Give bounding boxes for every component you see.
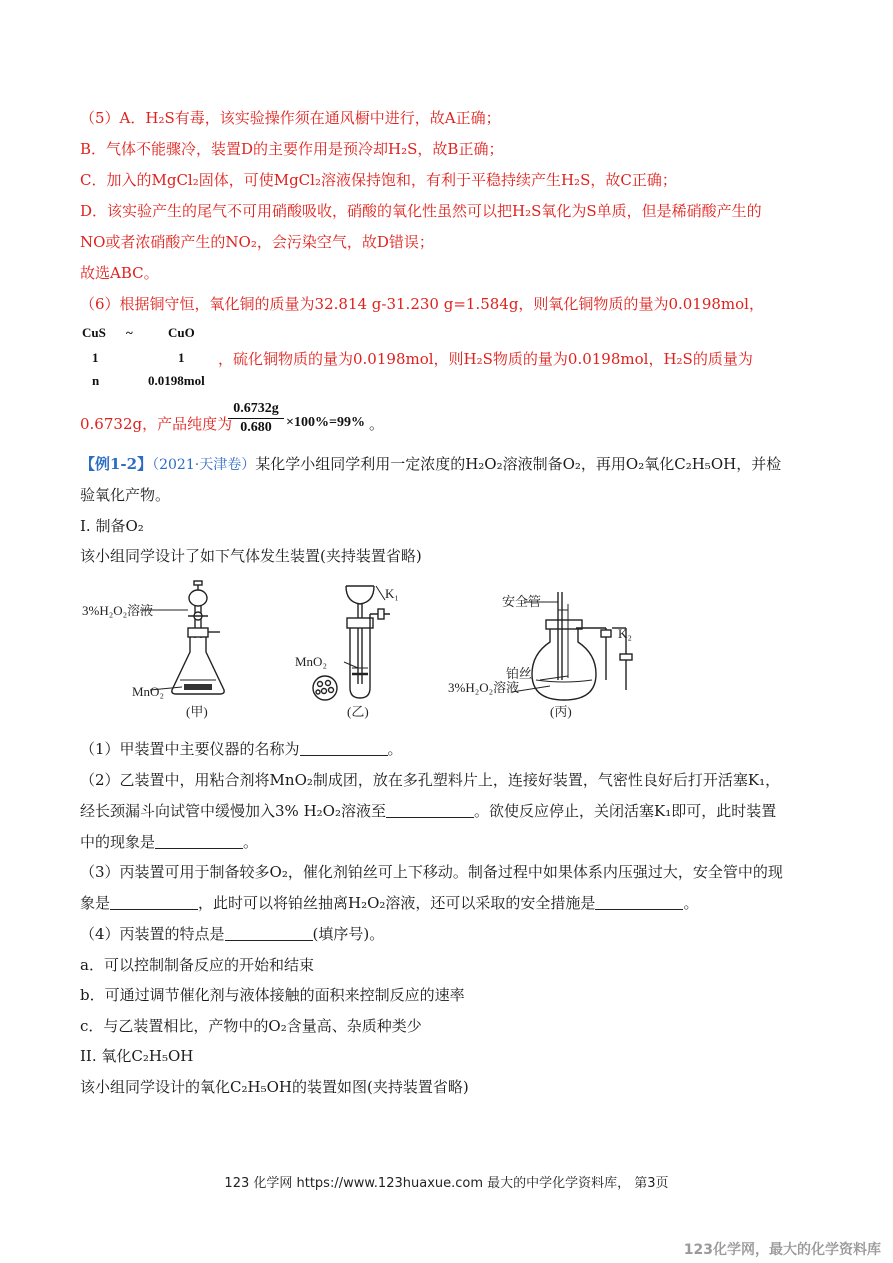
option-a: a．可以控制制备反应的开始和结束 [80, 956, 314, 974]
answer-blank-6[interactable] [225, 926, 313, 941]
example-intro-line-2: 验氧化产物。 [80, 486, 171, 504]
question-3-end: 。 [683, 894, 699, 912]
example-intro-line-1 [80, 454, 781, 475]
bing-caption: (丙) [550, 704, 572, 719]
question-2-line-3 [80, 832, 258, 852]
purity-fraction [228, 401, 284, 436]
section-1-heading: I. 制备O₂ [80, 517, 144, 535]
answer-d-line-1: D．该实验产生的尾气不可用硝酸吸收，硝酸的氧化性虽然可以把H₂S氧化为S单质，但是稀硝酸产生的 [80, 202, 762, 220]
question-3-mid: ，此时可以将铂丝抽离H₂O₂溶液，还可以采取的安全措施是 [198, 894, 596, 912]
fraction-denominator: 0.680 [240, 420, 272, 435]
question-2-text: 经长颈漏斗向试管中缓慢加入3% H₂O₂溶液至 [80, 802, 386, 820]
bing-valve-label: K₂ [618, 626, 632, 641]
section-2-heading: II. 氧化C₂H₅OH [80, 1047, 194, 1065]
question-3-line-1: （3）丙装置可用于制备较多O₂，催化剂铂丝可上下移动。制备过程中如果体系内压强过大，安全管中的现 [80, 863, 783, 881]
yi-catalyst-label: MnO₂ [295, 654, 327, 669]
question-1-end: 。 [387, 740, 403, 758]
question-1-text: （1）甲装置中主要仪器的名称为 [80, 740, 300, 758]
eq-one-left: 1 [92, 350, 99, 365]
answer-b-line: B．气体不能骤冷，装置D的主要作用是预冷却H₂S，故B正确； [80, 140, 504, 158]
fraction-numerator: 0.6732g [233, 401, 279, 416]
answer-6-line-2: ，硫化铜物质的量为0.0198mol，则H₂S物质的量为0.0198mol，H₂S的质量为 [218, 350, 753, 368]
question-1 [80, 739, 403, 759]
example-source: （2021·天津卷） [152, 457, 256, 473]
question-4 [80, 924, 384, 944]
watermark: 123化学网，最大的化学资料库 [683, 1242, 881, 1258]
answer-c-line: C．加入的MgCl₂固体，可使MgCl₂溶液保持饱和，有利于平稳持续产生H₂S，故C正确； [80, 171, 677, 189]
jia-caption: (甲) [186, 704, 208, 719]
eq-moles: 0.0198mol [148, 373, 205, 388]
bing-wire-label: 铂丝 [506, 666, 533, 681]
answer-d-line-2: NO或者浓硝酸产生的NO₂，会污染空气，故D错误； [80, 233, 434, 251]
answer-blank-4[interactable] [110, 895, 198, 910]
question-2-line-1: （2）乙装置中，用粘合剂将MnO₂制成团，放在多孔塑料片上，连接好装置，气密性良好后打开活塞K₁， [80, 771, 781, 789]
eq-n: n [92, 373, 100, 388]
section-2-description: 该小组同学设计的氧化C₂H₅OH的装置如图(夹持装置省略) [80, 1078, 469, 1096]
answer-blank-1[interactable] [300, 741, 388, 756]
jia-solution-label: 3%H₂O₂溶液 [82, 603, 154, 618]
fraction-bar [228, 418, 284, 419]
answer-blank-3[interactable] [155, 834, 243, 849]
answer-blank-5[interactable] [595, 895, 683, 910]
apparatus-yi [313, 586, 390, 700]
answer-5-line: （5）A．H₂S有毒，该实验操作须在通风橱中进行，故A正确； [80, 109, 501, 127]
yi-valve-label: K₁ [385, 586, 399, 601]
answer-6-line-3: 0.6732g，产品纯度为 [80, 415, 233, 433]
yi-caption: (乙) [347, 704, 369, 719]
eq-tilde: ~ [126, 325, 133, 340]
question-2-phenomenon: 中的现象是 [80, 833, 156, 851]
eq-one-right: 1 [178, 350, 185, 365]
apparatus-jia [140, 581, 224, 694]
page-footer: 123 化学网 https://www.123huaxue.com 最大的中学化学资料库， 第3页 [224, 1176, 669, 1191]
answer-choice: 故选ABC。 [80, 264, 159, 282]
apparatus-figure [80, 580, 680, 725]
example-tag: 【例1-2】 [80, 455, 153, 473]
purity-period: 。 [369, 415, 385, 433]
question-4-text: （4）丙装置的特点是 [80, 925, 225, 943]
eq-cus: CuS [82, 325, 106, 340]
question-2-text-end: 。欲使反应停止，关闭活塞K₁即可，此时装置 [473, 802, 777, 820]
eq-cuo: CuO [168, 325, 195, 340]
question-3-line-2 [80, 893, 698, 913]
section-1-description: 该小组同学设计了如下气体发生装置(夹持装置省略) [80, 547, 422, 565]
question-2-line-2 [80, 801, 776, 821]
jia-catalyst-label: MnO₂ [132, 684, 164, 699]
option-b: b．可通过调节催化剂与液体接触的面积来控制反应的速率 [80, 986, 465, 1004]
answer-blank-2[interactable] [386, 803, 474, 818]
option-c: c．与乙装置相比，产物中的O₂含量高、杂质种类少 [80, 1017, 422, 1035]
answer-6-line: （6）根据铜守恒，氧化铜的质量为32.814 g-31.230 g=1.584g，则氧化铜物质的量为0.0198mol， [80, 295, 764, 313]
question-2-line-3-end: 。 [243, 833, 259, 851]
purity-result: ×100%=99% [286, 415, 365, 430]
question-3-text: 象是 [80, 894, 111, 912]
example-intro-text: 某化学小组同学利用一定浓度的H₂O₂溶液制备O₂，再用O₂氧化C₂H₅OH，并检 [255, 455, 782, 473]
bing-safety-tube-label: 安全管 [502, 594, 542, 609]
bing-solution-label: 3%H₂O₂溶液 [448, 680, 520, 695]
question-4-end: (填序号)。 [312, 925, 385, 943]
